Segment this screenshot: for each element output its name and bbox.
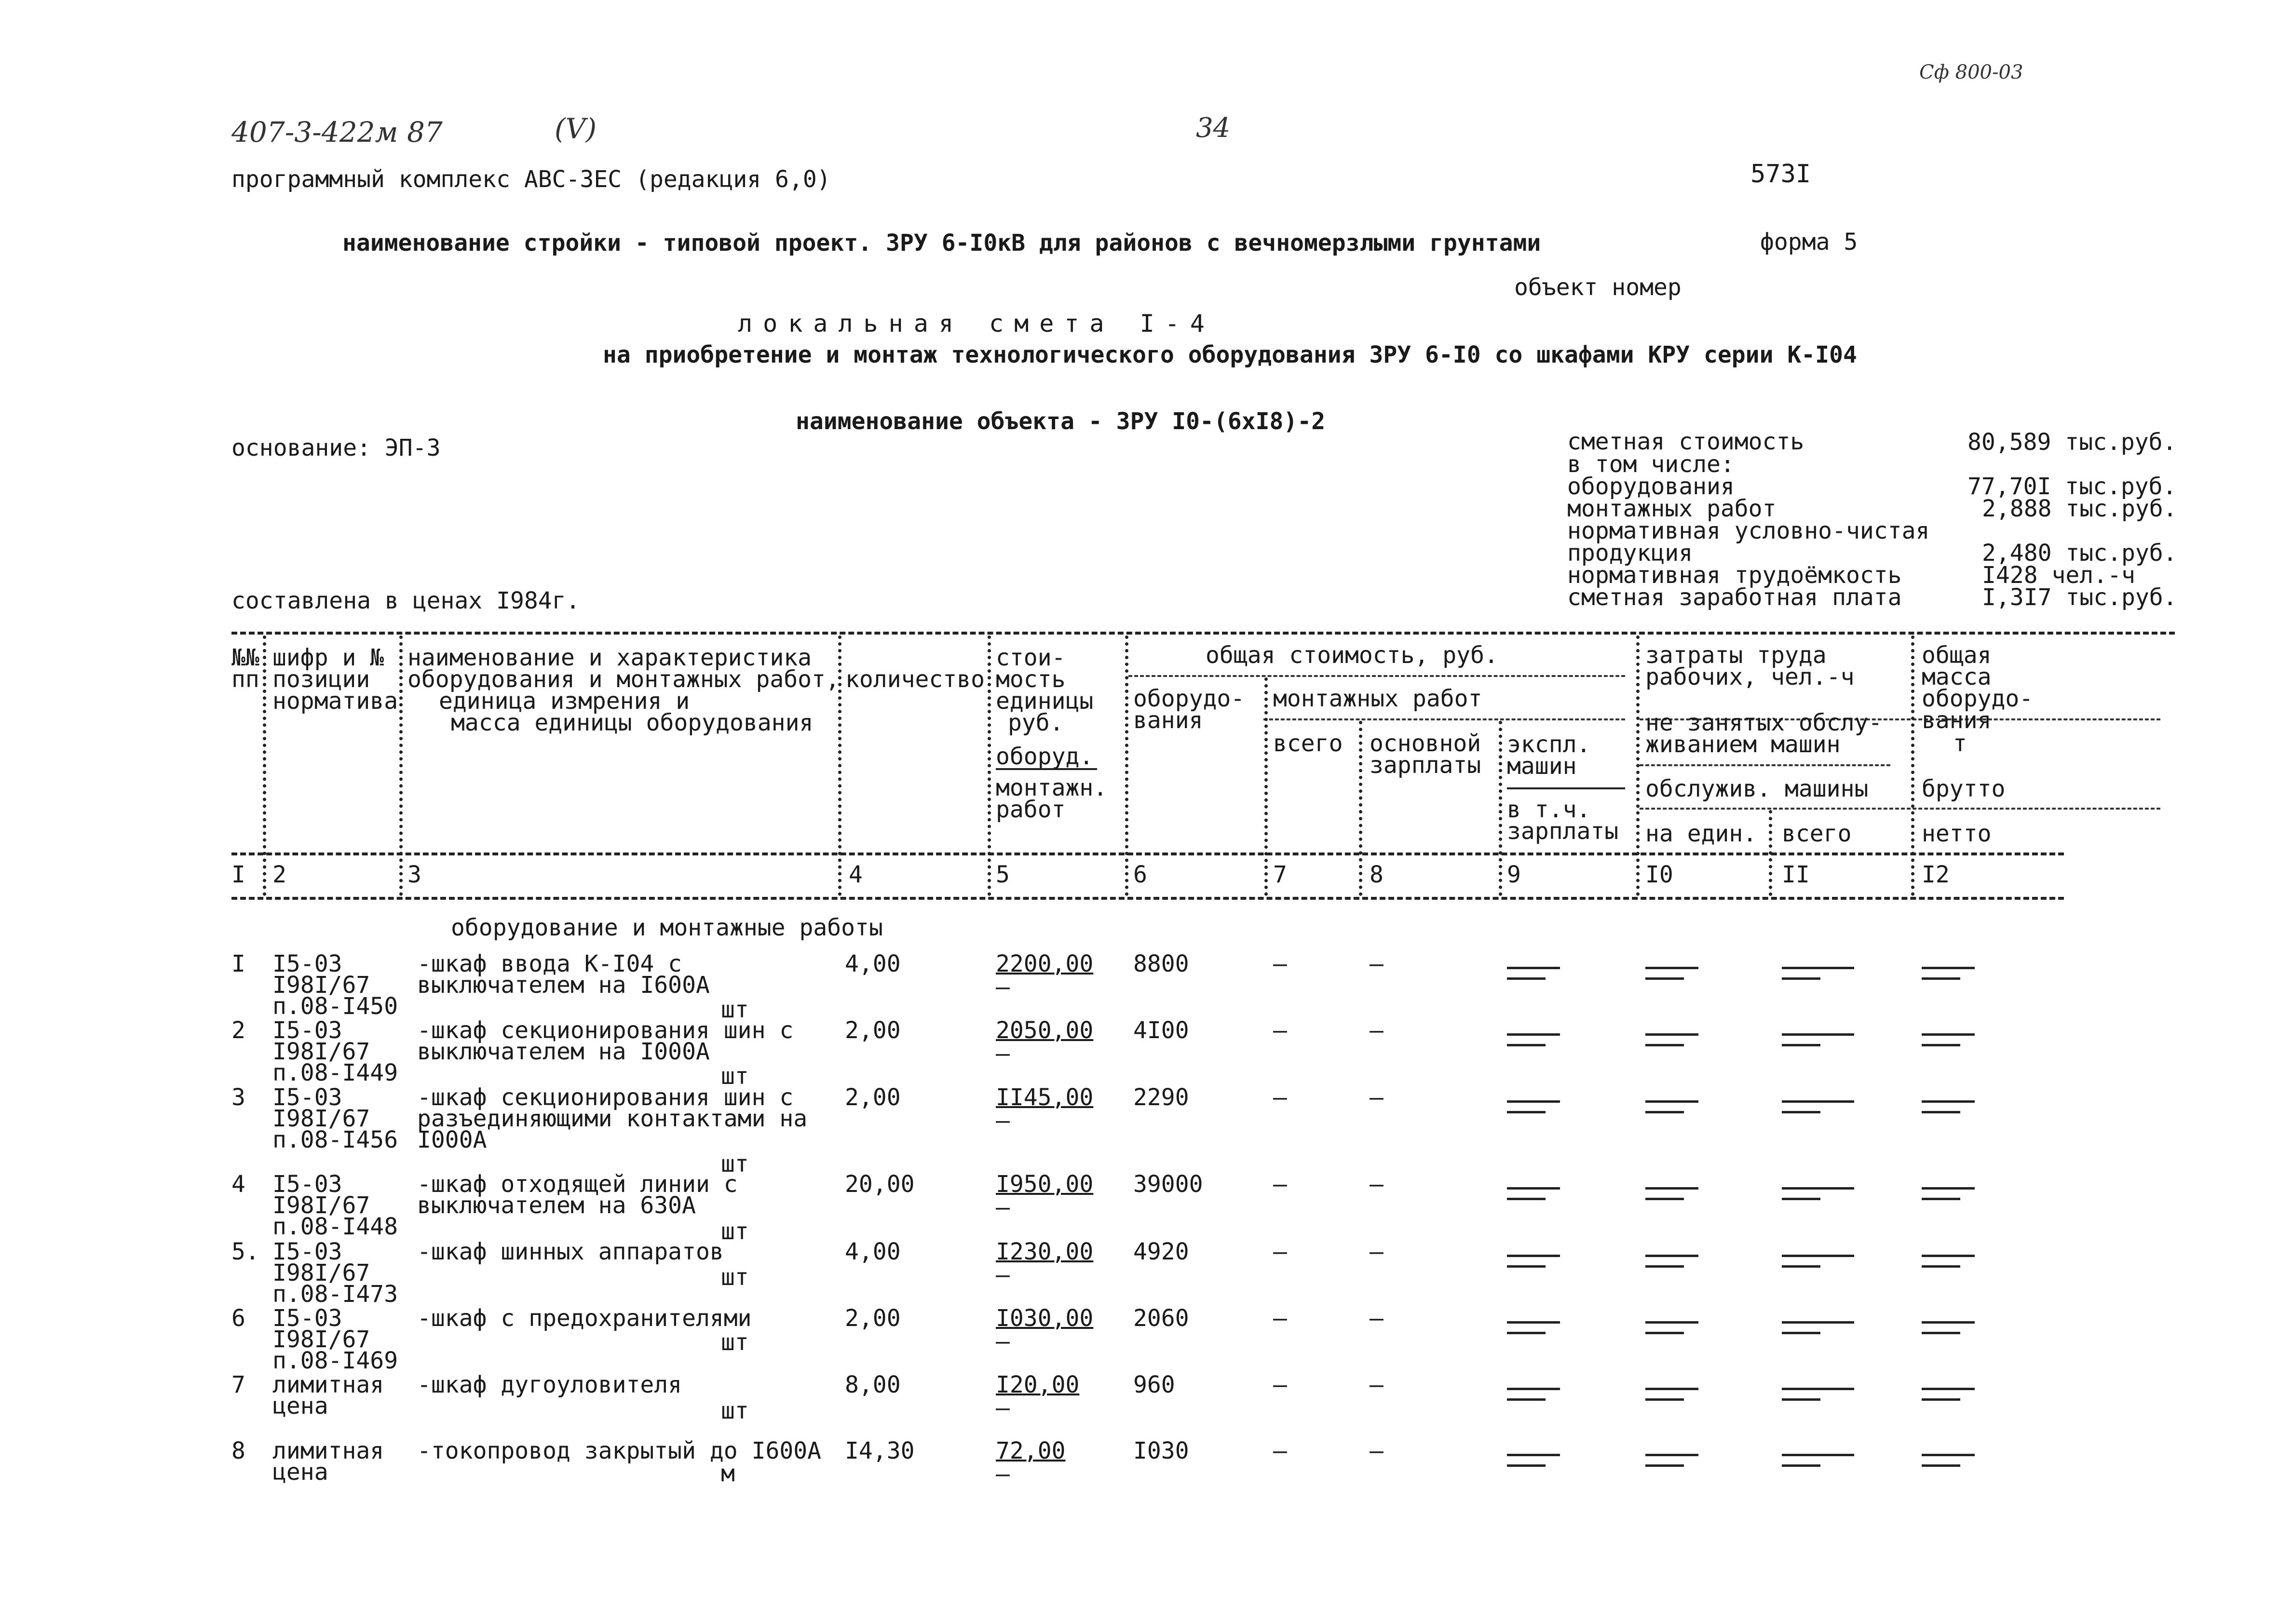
header-cell: брутто — [1922, 775, 2006, 802]
empty-mark — [1507, 1255, 1560, 1257]
header-underline — [996, 768, 1097, 770]
row-code: I98I/67 — [272, 1259, 370, 1286]
section-title: оборудование и монтажные работы — [451, 914, 883, 941]
col-divider — [1359, 721, 1362, 896]
row-unit-price: 72,00 — [996, 1437, 1066, 1464]
col-divider — [263, 636, 266, 896]
row-code: I98I/67 — [272, 1326, 370, 1353]
empty-mark — [1645, 1398, 1684, 1401]
row-quantity: 20,00 — [845, 1171, 915, 1198]
col-divider — [1125, 636, 1128, 896]
row-mount-total: – — [1273, 1371, 1287, 1398]
row-number: 8 — [231, 1437, 245, 1464]
row-code: I98I/67 — [272, 972, 370, 999]
row-mount-total: – — [1273, 1084, 1287, 1111]
header-cell: норматива — [272, 688, 398, 715]
empty-mark — [1645, 977, 1684, 980]
col-divider — [1636, 636, 1640, 896]
prices-note: составлена в ценах I984г. — [231, 587, 580, 614]
row-unit-price-mount: – — [996, 1040, 1010, 1067]
row-code: I5-03 — [272, 1084, 342, 1111]
empty-mark — [1922, 1388, 1975, 1390]
empty-mark — [1922, 1398, 1960, 1401]
header-cell: единица измрения и — [439, 688, 690, 715]
row-code: п.08-I473 — [272, 1281, 398, 1308]
row-unit: шт — [721, 1218, 749, 1245]
summary-label: сметная заработная плата — [1567, 584, 1902, 611]
empty-mark — [1782, 1454, 1854, 1456]
handwritten-code: 407-3-422м 87 — [231, 116, 443, 149]
empty-mark — [1507, 1198, 1546, 1200]
empty-mark — [1782, 1388, 1854, 1390]
header-cell: позиции — [272, 666, 370, 693]
summary-value: I,3I7 тыс.руб. — [1982, 584, 2177, 611]
row-code: I5-03 — [272, 950, 342, 977]
header-cell: обслужив. машины — [1645, 775, 1869, 802]
row-number: 3 — [231, 1084, 245, 1111]
empty-mark — [1782, 1198, 1820, 1200]
col-divider — [1769, 810, 1772, 896]
row-number: 7 — [231, 1371, 245, 1398]
row-code: п.08-I469 — [272, 1347, 398, 1374]
form-label: форма 5 — [1760, 229, 1858, 256]
row-mount-total: – — [1273, 1238, 1287, 1265]
row-number: 6 — [231, 1305, 245, 1332]
row-code: лимитная — [272, 1437, 384, 1464]
empty-mark — [1922, 1332, 1960, 1334]
row-unit-price-mount: – — [996, 974, 1010, 1001]
table-colnum-rule — [231, 897, 2064, 900]
empty-mark — [1645, 1464, 1684, 1467]
empty-mark — [1507, 1100, 1560, 1103]
row-unit-price: I20,00 — [996, 1371, 1080, 1398]
header-cell: наименование и характеристика — [407, 644, 812, 671]
doc-title: локальная смета I-4 — [738, 310, 1215, 338]
row-unit: шт — [721, 1329, 749, 1356]
empty-mark — [1782, 1464, 1820, 1467]
row-equipment-cost: 4920 — [1133, 1238, 1189, 1265]
header-cell: единицы — [996, 688, 1094, 715]
row-unit-price-mount: – — [996, 1261, 1010, 1288]
header-cell: оборудо- — [1133, 685, 1245, 712]
program-line: программный комплекс АВС-3ЕС (редакция 6,0) — [231, 166, 831, 193]
empty-mark — [1922, 1454, 1975, 1456]
empty-mark — [1922, 1033, 1975, 1036]
empty-mark — [1507, 1044, 1546, 1046]
row-equipment-cost: I030 — [1133, 1437, 1189, 1464]
summary-value: 77,70I тыс.руб. — [1967, 473, 2177, 500]
header-cell: вания — [1133, 707, 1203, 734]
header-cell: работ — [996, 796, 1066, 823]
empty-mark — [1782, 1332, 1820, 1334]
header-cell: экспл. — [1507, 731, 1591, 758]
doc-subtitle: на приобретение и монтаж технологического оборудования ЗРУ 6-I0 со шкафами КРУ серии К-I04 — [603, 341, 1857, 368]
row-unit-price-mount: – — [996, 1107, 1010, 1134]
row-mount-wage: – — [1370, 1017, 1384, 1044]
empty-mark — [1922, 1321, 1975, 1324]
row-code: лимитная — [272, 1371, 384, 1398]
empty-mark — [1645, 1265, 1684, 1268]
empty-mark — [1645, 1321, 1698, 1324]
col-number: 7 — [1273, 861, 1287, 888]
empty-mark — [1782, 1033, 1854, 1036]
row-equipment-cost: 2290 — [1133, 1084, 1189, 1111]
row-unit-price-mount: – — [996, 1461, 1010, 1488]
header-cell: монтажн. — [996, 774, 1108, 801]
row-mount-wage: – — [1370, 950, 1384, 977]
row-mount-wage: – — [1370, 1371, 1384, 1398]
row-quantity: 2,00 — [845, 1084, 901, 1111]
object-number: объект номер — [1514, 274, 1682, 301]
row-code: п.08-I449 — [272, 1059, 398, 1086]
empty-mark — [1782, 1398, 1820, 1401]
row-equipment-cost: 8800 — [1133, 950, 1189, 977]
summary-label: сметная стоимость — [1567, 428, 1804, 455]
row-unit-price-mount: – — [996, 1194, 1010, 1221]
header-cell: на един. — [1645, 820, 1757, 847]
summary-label: оборудования — [1567, 473, 1735, 500]
row-code: I5-03 — [272, 1017, 342, 1044]
row-description: -шкаф с предохранителями — [417, 1305, 752, 1332]
row-description: -токопровод закрытый до I600А — [417, 1437, 822, 1464]
row-unit-price: I950,00 — [996, 1171, 1094, 1198]
empty-mark — [1507, 967, 1560, 969]
row-unit-price: I230,00 — [996, 1238, 1094, 1265]
table-top-rule — [231, 632, 2175, 635]
empty-mark — [1922, 967, 1975, 969]
row-unit: шт — [721, 1397, 749, 1424]
row-description: I000А — [417, 1126, 487, 1153]
header-cell: стои- — [996, 644, 1066, 671]
row-code: I98I/67 — [272, 1192, 370, 1219]
summary-value: 80,589 тыс.руб. — [1967, 429, 2177, 456]
empty-mark — [1922, 977, 1960, 980]
row-quantity: 8,00 — [845, 1371, 901, 1398]
summary-value: I428 чел.-ч — [1982, 562, 2135, 589]
empty-mark — [1782, 1044, 1820, 1046]
header-cell: пп — [231, 666, 259, 693]
row-mount-wage: – — [1370, 1084, 1384, 1111]
row-description: -шкаф дугоуловителя — [417, 1371, 682, 1398]
page-number: 34 — [1196, 112, 1231, 144]
empty-mark — [1922, 1044, 1960, 1046]
col-number: I2 — [1922, 861, 1950, 888]
corner-note: Сф 800-03 — [1919, 61, 2023, 83]
row-description: -шкаф ввода К-I04 с — [417, 950, 682, 977]
header-cell: мость — [996, 666, 1066, 693]
empty-mark — [1922, 1100, 1975, 1103]
header-cell: в т.ч. — [1507, 796, 1591, 823]
empty-mark — [1782, 1111, 1820, 1113]
col-number: 2 — [272, 861, 286, 888]
header-cell: оборудования и монтажных работ, — [407, 666, 840, 693]
header-cell: руб. — [1008, 709, 1064, 736]
col-number: II — [1782, 861, 1810, 888]
row-number: 5. — [231, 1238, 259, 1265]
row-mount-total: – — [1273, 1171, 1287, 1198]
empty-mark — [1645, 1255, 1698, 1257]
empty-mark — [1922, 1111, 1960, 1113]
row-mount-wage: – — [1370, 1238, 1384, 1265]
row-quantity: 2,00 — [845, 1017, 901, 1044]
row-code: I98I/67 — [272, 1038, 370, 1065]
row-description: -шкаф отходящей линии с — [417, 1171, 738, 1198]
row-description: выключателем на I000А — [417, 1038, 710, 1065]
row-unit: шт — [721, 1264, 749, 1291]
header-cell: т — [1953, 730, 1967, 757]
empty-mark — [1782, 967, 1854, 969]
row-unit-price: 2050,00 — [996, 1017, 1094, 1044]
col-number: 3 — [407, 861, 421, 888]
header-cell: рабочих, чел.-ч — [1645, 663, 1855, 690]
row-code: I5-03 — [272, 1238, 342, 1265]
header-cell: всего — [1273, 730, 1343, 757]
header-cell: не занятых обслу- — [1645, 709, 1883, 736]
row-code: цена — [272, 1459, 328, 1486]
row-description: -шкаф шинных аппаратов — [417, 1238, 724, 1265]
row-mount-total: – — [1273, 1437, 1287, 1464]
rule — [1128, 675, 1625, 677]
row-quantity: 4,00 — [845, 1238, 901, 1265]
object-name: наименование объекта - ЗРУ I0-(6хI8)-2 — [796, 408, 1326, 435]
row-mount-wage: – — [1370, 1305, 1384, 1332]
empty-mark — [1507, 1265, 1546, 1268]
row-description: -шкаф секционирования шин с — [417, 1017, 794, 1044]
empty-mark — [1507, 1464, 1546, 1467]
row-description: выключателем на I600А — [417, 972, 710, 999]
col-divider — [1911, 636, 1914, 896]
row-unit: шт — [721, 1150, 749, 1177]
row-unit-price: I030,00 — [996, 1305, 1094, 1332]
header-cell: масса единицы оборудования — [451, 709, 814, 736]
header-cell: общая стоимость, руб. — [1206, 642, 1498, 669]
col-divider — [399, 636, 403, 896]
construction-line: наименование стройки - типовой проект. ЗРУ 6-I0кВ для районов с вечномерзлыми грунтами — [342, 230, 1541, 257]
basis: основание: ЭП-3 — [231, 434, 441, 461]
row-equipment-cost: 2060 — [1133, 1305, 1189, 1332]
header-cell: монтажных работ — [1273, 685, 1482, 712]
empty-mark — [1645, 1388, 1698, 1390]
row-number: I — [231, 950, 245, 977]
col-number: 4 — [849, 861, 863, 888]
row-code: I5-03 — [272, 1171, 342, 1198]
empty-mark — [1645, 1044, 1684, 1046]
row-equipment-cost: 39000 — [1133, 1171, 1203, 1198]
col-number: 6 — [1133, 861, 1147, 888]
empty-mark — [1507, 1398, 1546, 1401]
col-number: 9 — [1507, 861, 1521, 888]
header-cell: живанием машин — [1645, 731, 1841, 758]
empty-mark — [1507, 1454, 1560, 1456]
empty-mark — [1507, 1332, 1546, 1334]
header-cell: количество — [845, 666, 985, 693]
empty-mark — [1645, 1187, 1698, 1190]
header-cell: зарплаты — [1370, 752, 1481, 779]
row-unit-price-mount: – — [996, 1328, 1010, 1355]
empty-mark — [1645, 1111, 1684, 1113]
summary-label: продукция — [1567, 540, 1693, 567]
empty-mark — [1645, 1033, 1698, 1036]
header-cell: масса — [1922, 663, 1992, 690]
summary-label: нормативная условно-чистая — [1567, 517, 1930, 544]
empty-mark — [1782, 1321, 1854, 1324]
empty-mark — [1922, 1187, 1975, 1190]
row-quantity: 2,00 — [845, 1305, 901, 1332]
empty-mark — [1645, 967, 1698, 969]
row-description: выключателем на 630А — [417, 1192, 696, 1219]
row-unit-price: II45,00 — [996, 1084, 1094, 1111]
col-divider — [1499, 721, 1502, 896]
header-cell: основной — [1370, 730, 1481, 757]
row-unit: шт — [721, 1063, 749, 1090]
header-cell: всего — [1782, 820, 1852, 847]
row-mount-wage: – — [1370, 1171, 1384, 1198]
row-number: 2 — [231, 1017, 245, 1044]
empty-mark — [1507, 977, 1546, 980]
rule — [1640, 808, 2160, 810]
empty-mark — [1782, 1255, 1854, 1257]
empty-mark — [1922, 1464, 1960, 1467]
header-cell: оборуд. — [996, 743, 1094, 770]
row-equipment-cost: 4I00 — [1133, 1017, 1189, 1044]
row-quantity: I4,30 — [845, 1437, 915, 1464]
row-unit-price-mount: – — [996, 1394, 1010, 1421]
summary-value: 2,888 тыс.руб. — [1982, 495, 2177, 522]
row-code: п.08-I448 — [272, 1213, 398, 1240]
empty-mark — [1782, 1265, 1820, 1268]
header-cell: шифр и № — [272, 644, 384, 671]
empty-mark — [1507, 1321, 1560, 1324]
empty-mark — [1782, 1187, 1854, 1190]
empty-mark — [1922, 1265, 1960, 1268]
row-code: п.08-I456 — [272, 1126, 398, 1153]
empty-mark — [1645, 1454, 1698, 1456]
col-number: I — [231, 861, 245, 888]
rule — [1263, 718, 1625, 720]
row-number: 4 — [231, 1171, 245, 1198]
row-unit-price: 2200,00 — [996, 950, 1094, 977]
header-cell: зарплаты — [1507, 818, 1619, 845]
summary-label: монтажных работ — [1567, 495, 1777, 522]
row-code: I98I/67 — [272, 1105, 370, 1132]
row-mount-wage: – — [1370, 1437, 1384, 1464]
header-cell: машин — [1507, 753, 1577, 780]
header-cell: общая — [1922, 642, 1992, 669]
rule — [1507, 787, 1625, 789]
col-divider — [988, 636, 991, 896]
row-description: разъединяющими контактами на — [417, 1105, 808, 1132]
row-description: -шкаф секционирования шин с — [417, 1084, 794, 1111]
rule — [1640, 764, 1890, 766]
col-number: I0 — [1645, 861, 1673, 888]
summary-label: нормативная трудоёмкость — [1567, 562, 1902, 589]
empty-mark — [1922, 1198, 1960, 1200]
row-unit: шт — [721, 996, 749, 1023]
empty-mark — [1782, 1100, 1854, 1103]
header-cell: оборудо- — [1922, 685, 2034, 712]
handwritten-mark: (V) — [555, 112, 597, 145]
row-mount-total: – — [1273, 950, 1287, 977]
header-cell: №№ — [231, 644, 259, 671]
header-cell: вания — [1922, 707, 1992, 734]
table-header-rule — [231, 853, 2064, 855]
row-code: цена — [272, 1393, 328, 1420]
empty-mark — [1645, 1100, 1698, 1103]
summary-label: в том числе: — [1567, 451, 1735, 478]
empty-mark — [1507, 1033, 1560, 1036]
row-code: I5-03 — [272, 1305, 342, 1332]
doc-number: 573I — [1750, 160, 1811, 189]
header-cell: нетто — [1922, 820, 1992, 847]
row-mount-total: – — [1273, 1305, 1287, 1332]
col-number: 8 — [1370, 861, 1384, 888]
row-code: п.08-I450 — [272, 993, 398, 1020]
summary-value: 2,480 тыс.руб. — [1982, 540, 2177, 567]
row-unit: м — [721, 1460, 735, 1487]
row-mount-total: – — [1273, 1017, 1287, 1044]
empty-mark — [1645, 1198, 1684, 1200]
row-equipment-cost: 960 — [1133, 1371, 1175, 1398]
empty-mark — [1507, 1111, 1546, 1113]
col-number: 5 — [996, 861, 1010, 888]
row-quantity: 4,00 — [845, 950, 901, 977]
empty-mark — [1507, 1187, 1560, 1190]
empty-mark — [1645, 1332, 1684, 1334]
empty-mark — [1507, 1388, 1560, 1390]
empty-mark — [1782, 977, 1820, 980]
col-divider — [1264, 677, 1268, 896]
header-cell: затраты труда — [1645, 642, 1827, 669]
empty-mark — [1922, 1255, 1975, 1257]
